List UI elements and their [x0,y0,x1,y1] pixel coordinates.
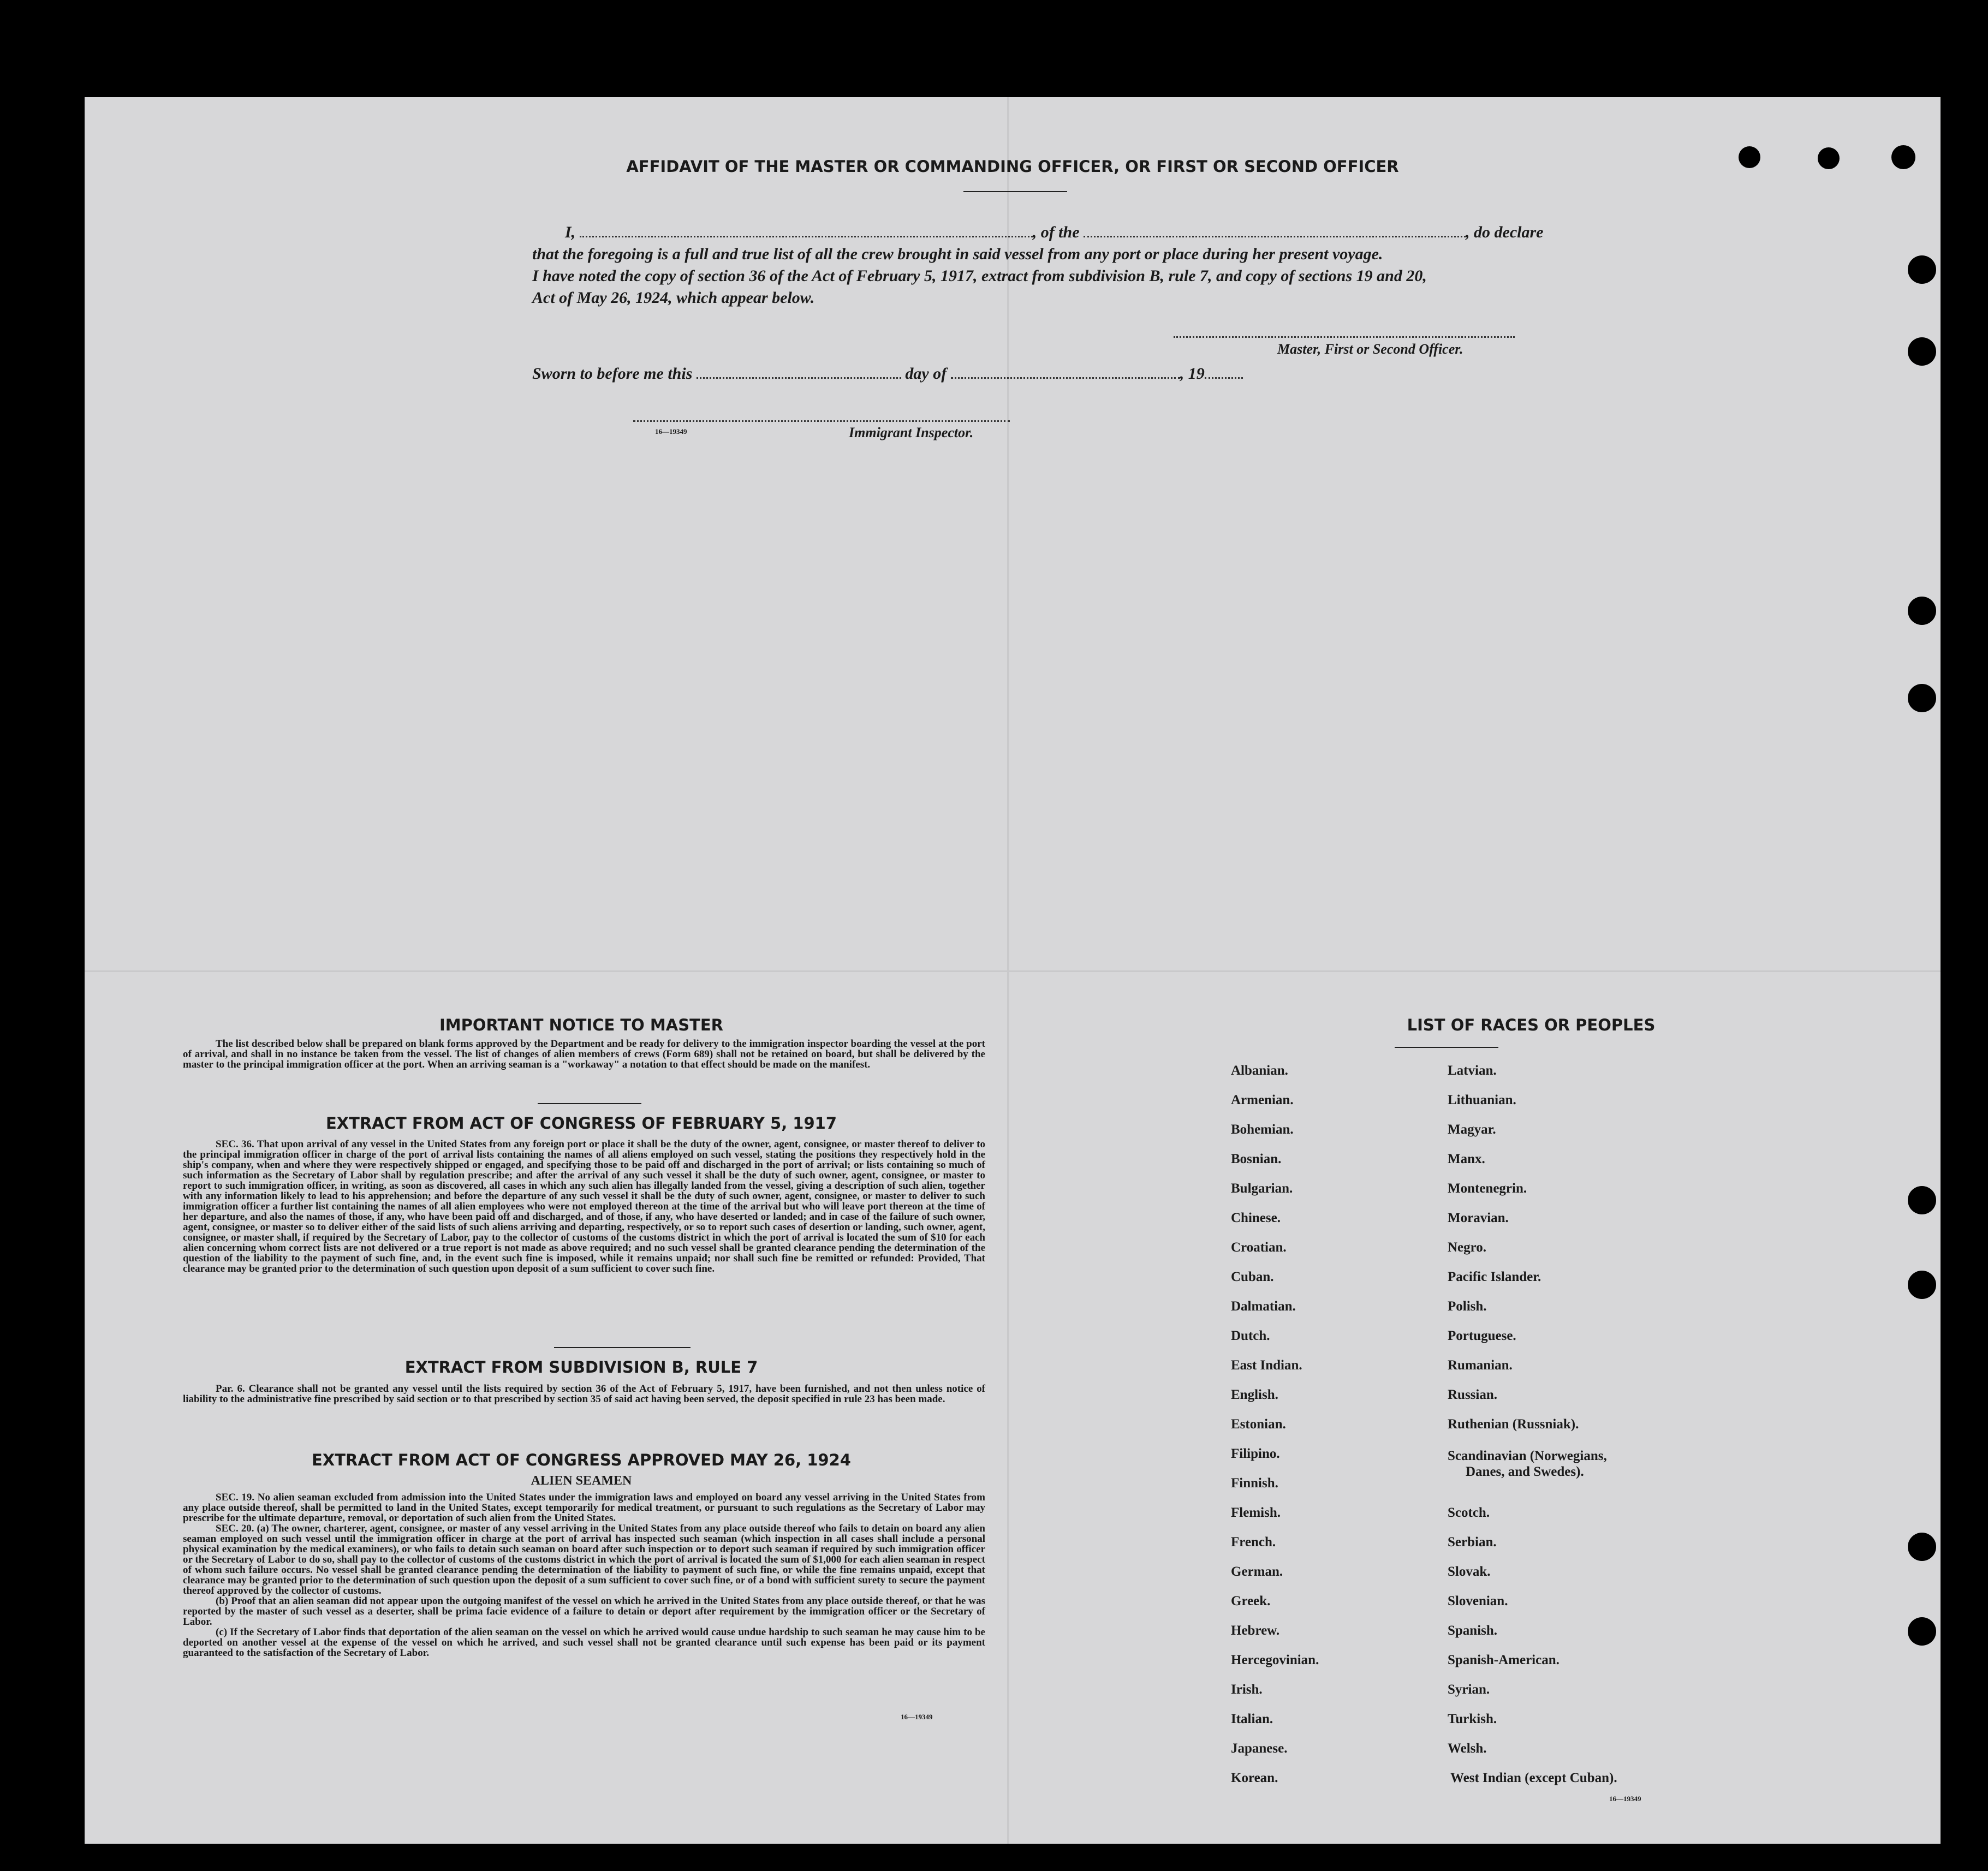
race-item: Ruthenian (Russniak). [1448,1417,1579,1432]
race-item: Turkish. [1448,1712,1497,1726]
race-item: Flemish. [1231,1505,1281,1520]
race-item: Dalmatian. [1231,1299,1296,1314]
sworn-day-field[interactable] [697,372,901,379]
race-item: Rumanian. [1448,1358,1513,1373]
document-page [85,97,1941,1844]
declaration-line-4: Act of May 26, 1924, which appear below. [532,289,815,307]
notice-text: The list described below shall be prepared on blank forms approved by the Department and be ready for delivery to the immigration inspector boarding the vessel at the port of arrival, and shall in no instance be taken from the vessel. The list of changes of alien members of crews (Form 689) shall not be retained on board, but shall be delivered by the master to the principal immigration officer at the port. When an arriving seaman is a "workaway" a notation to that effect should be made on the manifest. [183,1038,985,1070]
sworn-line [532,365,1243,383]
race-item: Spanish-American. [1448,1653,1560,1667]
extract-1924-body [183,1492,985,1658]
inspector-label: Immigrant Inspector. [849,425,974,440]
race-item: English. [1231,1387,1278,1402]
form-number: 16—19349 [655,427,687,436]
race-item: Spanish. [1448,1623,1498,1638]
race-item: Negro. [1448,1240,1487,1255]
punch-hole-icon [1908,1271,1936,1299]
form-number: 16—19349 [901,1713,933,1721]
extract-1917-title: EXTRACT FROM ACT OF CONGRESS OF FEBRUARY 5, 1917 [325,1114,837,1133]
race-item: Slovak. [1448,1564,1491,1579]
sec19-text: SEC. 19. No alien seaman excluded from admission into the United States under the immigration laws and employed on board any vessel arriving in the United States from any place outside thereof, shall be permitted to land in the United States, except temporarily for medical treatment, or pursuant to such regulations as the Secretary of Labor may prescribe for the ultimate departure, removal, or deportation of such alien from the United States. [183,1492,985,1524]
punch-hole-icon [1739,146,1760,168]
race-item: Latvian. [1448,1063,1497,1078]
sec20c-text: (c) If the Secretary of Labor finds that deportation of the alien seaman on the vessel on which he arrived would cause undue hardship to such seaman he may cause him to be deported on another vessel at the expense of the vessel on which he arrived, and such vessel shall not be granted clearance until such expense has been paid or its payment guaranteed to the satisfaction of the Secretary of Labor. [183,1626,985,1659]
extract-1924-subtitle: ALIEN SEAMEN [531,1474,632,1488]
affidavit-declaration [532,222,1651,309]
race-item: Dutch. [1231,1328,1270,1343]
race-item: Scandinavian (Norwegians, [1448,1449,1607,1463]
race-item: Estonian. [1231,1417,1286,1432]
sec20b-text: (b) Proof that an alien seaman did not appear upon the outgoing manifest of the vessel on which he arrived in the United States from any place outside thereof, or that he was reported by the master of such vessel as a deserter, shall be prima facie evidence of a failure to detain or deport after requirement by the immigration officer or the Secretary of Labor. [183,1595,985,1628]
race-item: Hercegovinian. [1231,1653,1319,1667]
race-item: Montenegrin. [1448,1181,1527,1196]
divider [963,191,1067,192]
race-item: Cuban. [1231,1270,1274,1284]
notice-title: IMPORTANT NOTICE TO MASTER [439,1016,724,1034]
declaration-do-declare: , do declare [1466,223,1544,241]
race-item: Japanese. [1231,1741,1288,1756]
declaration-line-2: that the foregoing is a full and true list of all the crew brought in said vessel from any port or place during her present voyage. [532,245,1383,263]
declaration-of-the: , of the [1032,223,1080,241]
race-item: Moravian. [1448,1211,1509,1225]
extract-1924-title: EXTRACT FROM ACT OF CONGRESS APPROVED MAY 26, 1924 [312,1451,851,1469]
divider [554,1347,691,1348]
extract-1917-text: SEC. 36. That upon arrival of any vessel in the United States from any foreign port or place it shall be the duty of the owner, agent, consignee, or master thereof to deliver to the principal immigration officer in charge of the port of arrival lists containing the names of all aliens employed on such vessel, stating the positions they respectively hold in the ship's company, when and where they were respectively shipped or engaged, and specifying those to be paid off and discharged in the port of arrival; or lists containing so much of such information as the Secretary of Labor shall by regulation prescribe; and after the arrival of any such vessel it shall be the duty of such owner, agent, consignee, or master to report to such immigration officer, in writing, as soon as discovered, all cases in which any such alien has illegally landed from the vessel, giving a description of such alien, together with any information likely to lead to his apprehension; and before the departure of any such vessel it shall be the duty of such owner, agent, consignee, or master to deliver to such immigration officer a further list containing the names of all alien employees who were not employed thereon at the time of the arrival but who will leave port thereon at the time of her departure, and also the names of those, if any, who have been paid off and discharged, and of those, if any, who have deserted or landed; and in case of the failure of such owner, agent, consignee, or master so to deliver either of the said lists of such aliens arriving and departing, respectively, or so to report such cases of desertion or landing, such owner, agent, consignee, or master shall, if required by the Secretary of Labor, pay to the collector of customs of the customs district in which the port of arrival is located the sum of $10 for each alien concerning whom correct lists are not delivered or a true report is not made as above required; and no such vessel shall be granted clearance pending the determination of the question of the liability to the payment of such fine, and, in the event such fine is imposed, while it remains unpaid; nor shall such fine be remitted or refunded: Provided, That clearance may be granted prior to the determination of such question upon deposit of a sum sufficient to cover such fine. [183,1139,985,1274]
race-item: German. [1231,1564,1283,1579]
vessel-blank-field[interactable] [1084,230,1466,237]
punch-hole-icon [1908,597,1936,625]
race-item: Serbian. [1448,1535,1497,1550]
race-item: Finnish. [1231,1476,1278,1491]
punch-hole-icon [1891,145,1915,169]
divider [1395,1047,1498,1048]
race-item: Italian. [1231,1712,1273,1726]
race-item: Scotch. [1448,1505,1490,1520]
sworn-month-field[interactable] [951,372,1180,379]
declaration-i: I, [565,223,576,241]
race-item: Welsh. [1448,1741,1487,1756]
rule7-text: Par. 6. Clearance shall not be granted any vessel until the lists required by section 36 of the Act of February 5, 1917, have been furnished, and not then unless notice of liability to the administrative fine prescribed by said section or to that prescribed by section 35 of said act having been served, the deposit specified in rule 23 has been made. [183,1383,985,1405]
day-of-label: day of [905,365,947,383]
race-item: Korean. [1231,1771,1278,1785]
sworn-year-field[interactable] [1205,372,1243,379]
race-item: Greek. [1231,1594,1271,1608]
rule7-title: EXTRACT FROM SUBDIVISION B, RULE 7 [404,1358,758,1377]
punch-hole-icon [1908,684,1936,712]
race-item: Pacific Islander. [1448,1270,1541,1284]
race-item: East Indian. [1231,1358,1302,1373]
declaration-line-3: I have noted the copy of section 36 of the Act of February 5, 1917, extract from subdivision B, rule 7, and copy of sections 19 and 20, [532,267,1427,285]
race-item: Chinese. [1231,1211,1281,1225]
affidavit-title: AFFIDAVIT OF THE MASTER OR COMMANDING OFFICER, OR FIRST OR SECOND OFFICER [626,157,1399,176]
punch-hole-icon [1908,255,1936,284]
race-item: Slovenian. [1448,1594,1508,1608]
race-item: Bohemian. [1231,1122,1294,1137]
race-item: Irish. [1231,1682,1263,1697]
race-item: Magyar. [1448,1122,1496,1137]
punch-hole-icon [1818,147,1840,169]
race-item: Bulgarian. [1231,1181,1293,1196]
horizontal-fold [85,970,1941,972]
race-item: Hebrew. [1231,1623,1280,1638]
sworn-label: Sworn to before me this [532,365,693,383]
sec20a-text: SEC. 20. (a) The owner, charterer, agent, consignee, or master of any vessel arriving in the United States from any place outside thereof who fails to detain on board any alien seaman employed on such vessel until the immigration officer in charge at the port of arrival has inspected such seaman (which inspection in all cases shall include a personal physical examination by the medical examiners), or who fails to detain such seaman on board after such inspection or to deport such seaman if required by such immigration officer or the Secretary of Labor to do so, shall pay to the collector of customs of the customs district in which the port of arrival is located the sum of $1,000 for each alien seaman in respect of whom such failure occurs. No vessel shall be granted clearance pending the determination of the liability to payment of such fine, or while the fine remains unpaid, except that clearance may be granted prior to the determination of such question upon the deposit of a sum sufficient to cover such fine, or of a bond with sufficient surety to secure the payment thereof approved by the collector of customs. [183,1523,985,1596]
race-item: Lithuanian. [1448,1093,1516,1107]
races-title: LIST OF RACES OR PEOPLES [1407,1016,1656,1034]
race-item: Manx. [1448,1152,1485,1166]
race-item: Armenian. [1231,1093,1294,1107]
master-signature-label: Master, First or Second Officer. [1277,341,1463,357]
race-item: Polish. [1448,1299,1487,1314]
inspector-signature-field[interactable] [633,420,1010,422]
race-item: Filipino. [1231,1446,1280,1461]
race-item: Russian. [1448,1387,1498,1402]
year-label: , 19 [1180,365,1205,383]
race-item: French. [1231,1535,1276,1550]
race-item: Portuguese. [1448,1328,1516,1343]
punch-hole-icon [1908,337,1936,366]
punch-hole-icon [1908,1533,1936,1561]
race-item: Syrian. [1448,1682,1490,1697]
form-number: 16—19349 [1609,1795,1641,1803]
race-item: Bosnian. [1231,1152,1282,1166]
race-item: Danes, and Swedes). [1466,1464,1584,1479]
master-signature-field[interactable] [1174,336,1515,338]
punch-hole-icon [1908,1617,1936,1646]
race-item: Albanian. [1231,1063,1288,1078]
divider [538,1103,641,1104]
race-item: Croatian. [1231,1240,1287,1255]
race-item: West Indian (except Cuban). [1450,1771,1617,1785]
punch-hole-icon [1908,1186,1936,1214]
name-blank-field[interactable] [580,230,1033,237]
